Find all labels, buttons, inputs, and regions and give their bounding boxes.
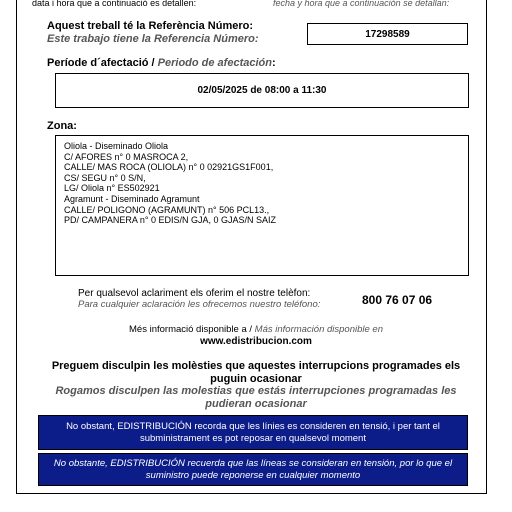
more-info-text (0, 324, 512, 335)
zone-line: Agramunt - Diseminado Agramunt (64, 193, 200, 204)
apology-text-es: Rogamos disculpen las molestias que estás interrupciones programadas les pudieran ocasionar (55, 385, 457, 410)
period-label-ca: Període d´afectació / (47, 57, 158, 69)
period-label-es: Periodo de afectación (157, 57, 272, 69)
period-label (47, 57, 276, 69)
contact-text-ca: Per qualsevol aclariment els oferim el nostre telèfon: (78, 288, 311, 299)
zone-line: Oliola - Diseminado Oliola (64, 141, 169, 151)
period-value: 02/05/2025 de 08:00 a 11:30 (197, 85, 327, 96)
period-label-colon: : (271, 57, 276, 69)
contact-text-es: Para cualquier aclaración les ofrecemos nuestro teléfono: (78, 299, 321, 310)
zone-line: CALLE/ MAS ROCA (OLIOLA) n° 0 02921GS1F001, (64, 162, 274, 173)
website-link[interactable]: www.edistribucion.com (200, 336, 312, 347)
zone-line: LG/ Oliola n° ES502921 (64, 183, 160, 194)
zone-box (55, 135, 469, 276)
zone-line: PD/ CAMPANERA n° 0 EDIS/N GJA, 0 GJAS/N SAIZ (64, 215, 276, 226)
apology-text-ca: Preguem disculpin les molèsties que aquestes interrupcions programades els puguin ocasionar (51, 360, 461, 385)
zone-line: CS/ SEGU n° 0 S/N, (64, 172, 146, 183)
more-info-ca: Més informació disponible a / (129, 324, 255, 335)
phone-number: 800 76 07 06 (362, 293, 433, 307)
notice-band-es (38, 453, 468, 486)
zone-label: Zona: (47, 120, 77, 132)
period-value-box (55, 73, 469, 108)
reference-label-ca: Aquest treball té la Referència Número: (47, 20, 254, 32)
more-info-es: Más información disponible en (254, 324, 383, 335)
zone-line: C/ AFORES n° 0 MASROCA 2, (64, 151, 189, 162)
notice-band-ca (38, 415, 468, 450)
zone-line: CALLE/ POLIGONO (AGRAMUNT) n° 506 PCL13., (64, 204, 270, 215)
reference-number-box (307, 23, 468, 45)
reference-label-es: Este trabajo tiene la Referencia Número: (47, 33, 259, 45)
intro-text-ca: data i hora que a continuació es detallen: (32, 0, 197, 8)
intro-text-es: fecha y hora que a continuación se detallan: (273, 0, 450, 8)
notice-text-es: No obstante, EDISTRIBUCIÓN recuerda que las líneas se consideran en tensión, por lo que el suministro puede reponerse en cualquier momento (53, 457, 453, 481)
reference-number: 17298589 (365, 28, 410, 40)
notice-text-ca: No obstant, EDISTRIBUCIÓN recorda que les línies es consideren en tensió, i per tant el subministrament es pot reposar en qualsevol moment (66, 420, 440, 444)
